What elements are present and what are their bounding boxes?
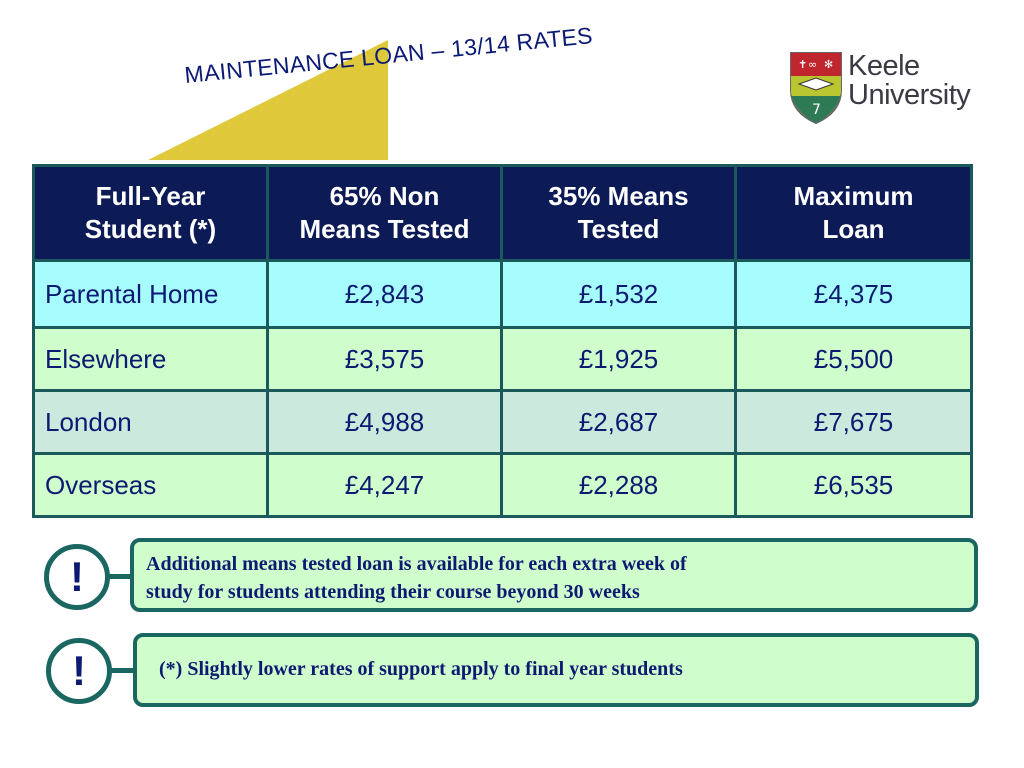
- logo-line-1: Keele: [848, 50, 920, 82]
- table-cell: Elsewhere: [34, 328, 268, 391]
- table-cell: £2,687: [502, 391, 736, 454]
- table-row: [34, 328, 972, 391]
- header-text-line: Full-Year: [95, 181, 206, 211]
- note-text: [159, 655, 683, 683]
- note-box-extra-weeks: [130, 538, 978, 612]
- table-cell: £2,288: [502, 454, 736, 517]
- header-maximum-loan: [736, 166, 972, 261]
- header-text-line: Means Tested: [299, 214, 470, 244]
- table-cell: £3,575: [268, 328, 502, 391]
- table-cell: £1,532: [502, 261, 736, 328]
- table-cell: £6,535: [736, 454, 972, 517]
- maintenance-loan-rates-table: [32, 164, 973, 518]
- note-box-final-year: [133, 633, 979, 707]
- table-cell: £4,375: [736, 261, 972, 328]
- table-cell: £4,988: [268, 391, 502, 454]
- header-text-line: 35% Means: [548, 181, 689, 211]
- header-text-line: Tested: [577, 214, 660, 244]
- header-text-line: Loan: [822, 214, 885, 244]
- table-cell: London: [34, 391, 268, 454]
- table-cell: £2,843: [268, 261, 502, 328]
- note-text: [146, 550, 687, 606]
- table-cell: Parental Home: [34, 261, 268, 328]
- svg-text:✝: ✝: [798, 58, 808, 71]
- header-text-line: Student (*): [84, 214, 217, 244]
- header-text-line: 65% Non: [329, 181, 440, 211]
- table-header-row: [34, 166, 972, 261]
- slide-title: MAINTENANCE LOAN – 13/14 RATES: [183, 22, 594, 89]
- exclamation-icon: !: [44, 544, 110, 610]
- table-cell: £7,675: [736, 391, 972, 454]
- table-cell: £4,247: [268, 454, 502, 517]
- table-cell: Overseas: [34, 454, 268, 517]
- header-full-year-student: [34, 166, 268, 261]
- svg-text:✻: ✻: [824, 58, 834, 71]
- svg-text:∞: ∞: [808, 58, 818, 71]
- keele-university-logo: [788, 50, 978, 126]
- logo-line-2: University: [848, 79, 971, 111]
- logo-wordmark: [848, 52, 970, 110]
- note-line: study for students attending their course beyond 30 weeks: [146, 581, 640, 603]
- note-connector: [106, 574, 132, 579]
- university-shield-icon: [788, 50, 844, 126]
- note-connector: [108, 668, 135, 673]
- header-text-line: Maximum: [793, 181, 914, 211]
- shield-number: 7: [812, 102, 821, 118]
- exclamation-icon: !: [46, 638, 112, 704]
- table-row: [34, 261, 972, 328]
- header-non-means-tested: [268, 166, 502, 261]
- note-line: Additional means tested loan is available for each extra week of: [146, 553, 687, 575]
- table-cell: £5,500: [736, 328, 972, 391]
- header-means-tested: [502, 166, 736, 261]
- note-line: (*) Slightly lower rates of support apply to final year students: [159, 658, 683, 680]
- table-row: [34, 454, 972, 517]
- table-row: [34, 391, 972, 454]
- table-cell: £1,925: [502, 328, 736, 391]
